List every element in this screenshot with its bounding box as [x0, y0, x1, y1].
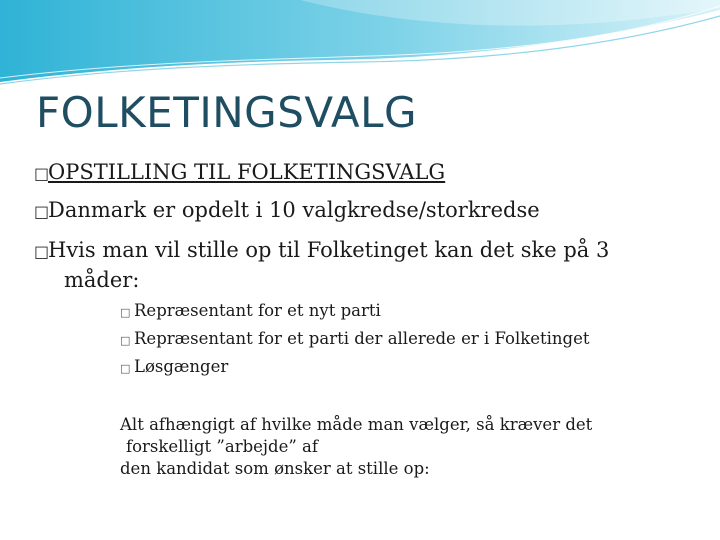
paragraph-line: den kandidat som ønsker at stille op:: [120, 459, 430, 478]
header-wave-decoration: [0, 0, 720, 90]
explanation-paragraph: [120, 414, 640, 480]
bullet-text: OPSTILLING TIL FOLKETINGSVALG: [48, 160, 446, 184]
square-bullet-icon: □: [34, 242, 50, 261]
bullet-item: [34, 196, 694, 226]
sub-bullet-item: [120, 356, 228, 380]
bullet-text: Danmark er opdelt i 10 valgkredse/storkredse: [48, 198, 540, 222]
paragraph-line: Alt afhængigt af hvilke måde man vælger, så kræver det: [120, 415, 593, 434]
square-bullet-icon: □: [120, 362, 131, 375]
bullet-item: [34, 236, 694, 294]
sub-bullet-text: Repræsentant for et nyt parti: [134, 301, 381, 320]
paragraph-line: forskelligt ”arbejde” af: [126, 437, 318, 456]
square-bullet-icon: □: [34, 202, 50, 221]
sub-bullet-text: Løsgænger: [134, 357, 229, 376]
bullet-item: [34, 158, 694, 188]
bullet-text-continuation: måder:: [64, 268, 140, 292]
slide-title: FOLKETINGSVALG: [36, 88, 418, 137]
square-bullet-icon: □: [34, 164, 50, 183]
square-bullet-icon: □: [120, 306, 131, 319]
bullet-text: Hvis man vil stille op til Folketinget kan det ske på 3: [48, 238, 610, 262]
sub-bullet-text: Repræsentant for et parti der allerede er i Folketinget: [134, 329, 590, 348]
sub-bullet-item: [120, 300, 381, 324]
sub-bullet-item: [120, 328, 590, 352]
square-bullet-icon: □: [120, 334, 131, 347]
